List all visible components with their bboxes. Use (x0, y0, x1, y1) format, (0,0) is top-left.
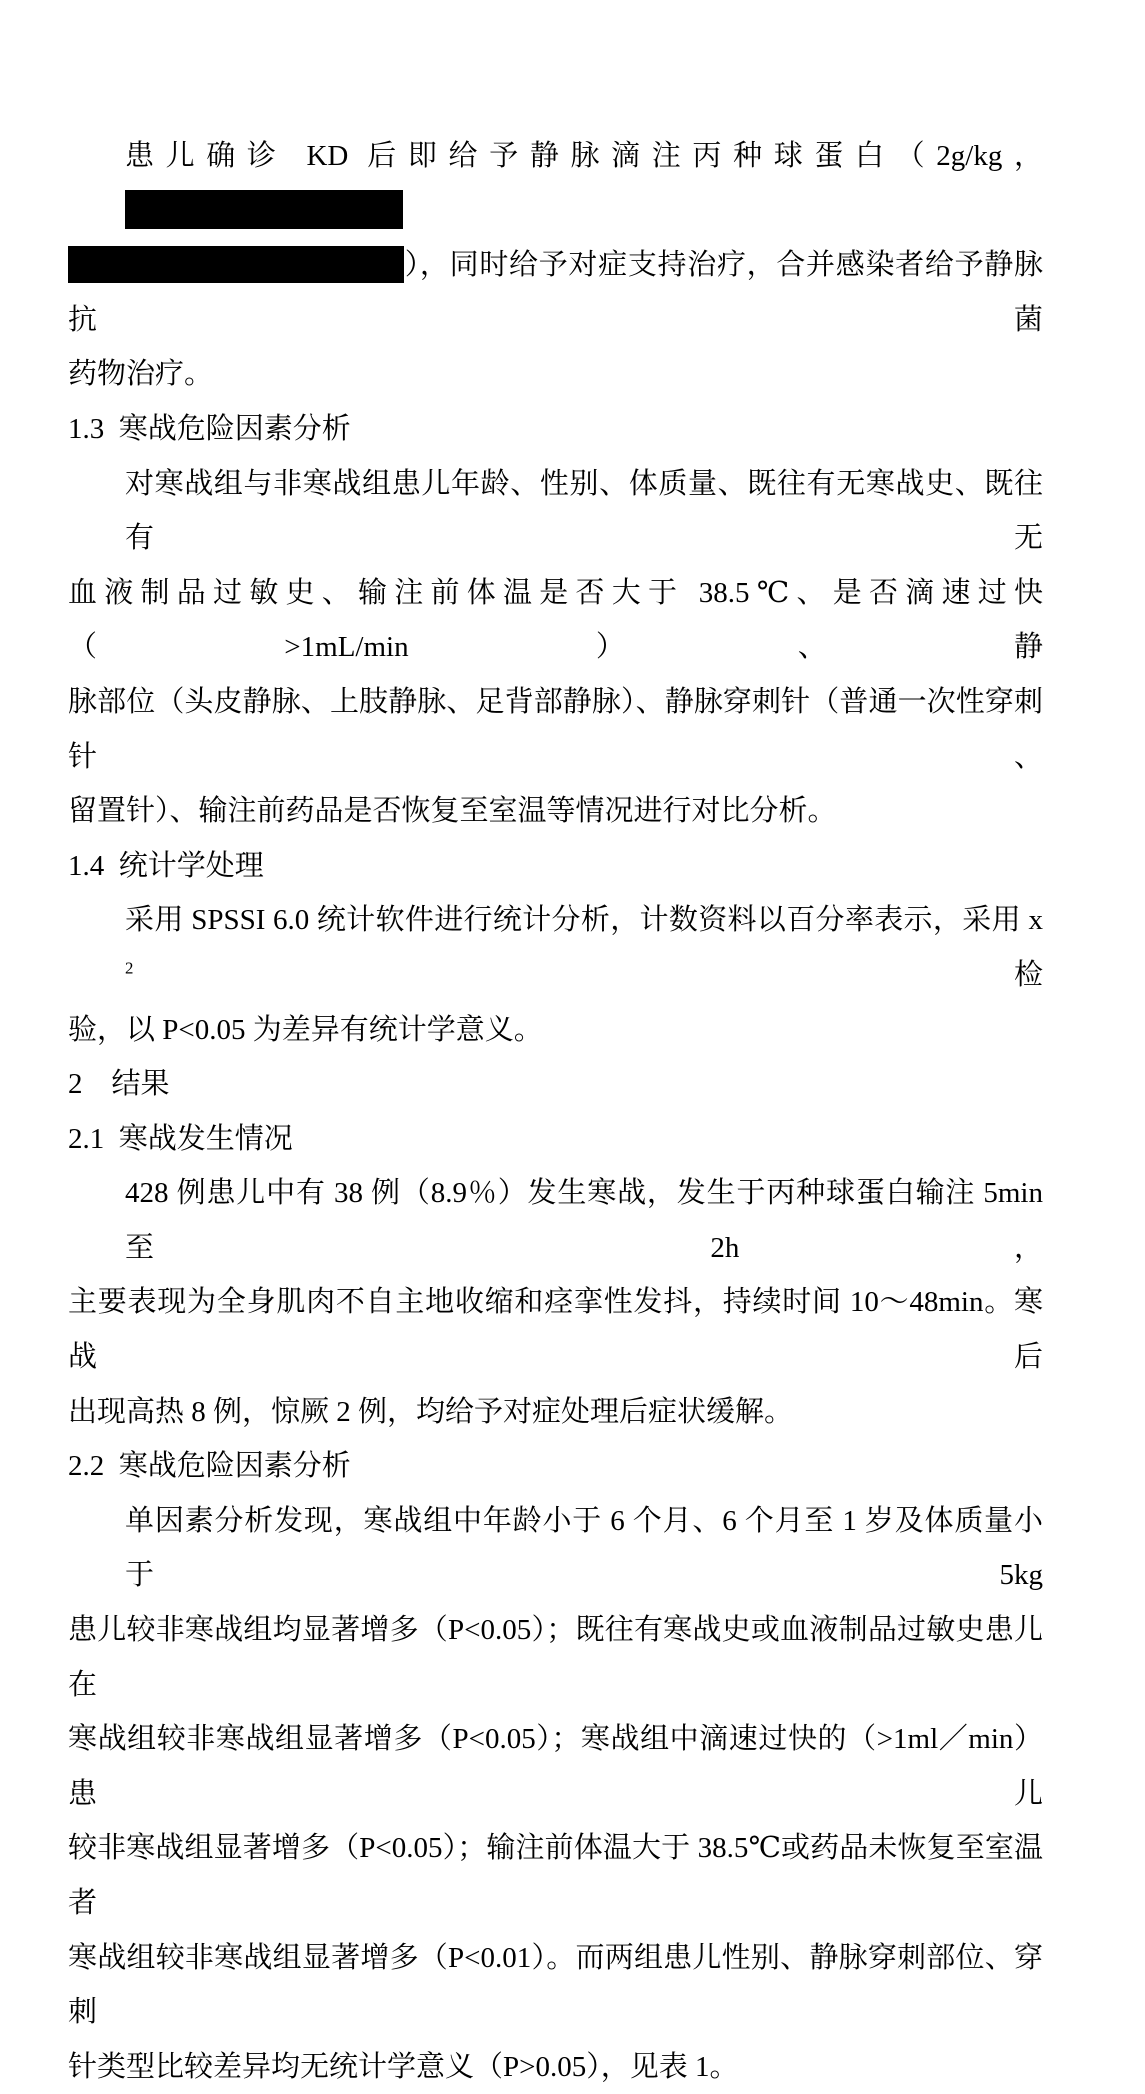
section-heading (68, 839, 1043, 894)
text-run: 出现高热 8 例，惊厥 2 例，均给予对症处理后症状缓解。 (68, 1395, 794, 1428)
text-line (68, 784, 1043, 839)
text-run: 留置针）、输注前药品是否恢复至室温等情况进行对比分析。 (68, 795, 837, 828)
text-run: 2.1 寒战发生情况 (68, 1122, 293, 1155)
text-line (68, 1275, 1043, 1384)
text-run: 采用 SPSSI 6.0 统计软件进行统计分析，计数资料以百分率表示，采用 x (125, 904, 1051, 937)
superscript-exponent: 2 (125, 958, 134, 978)
text-run: 寒战组较非寒战组显著增多（P<0.05）；寒战组中滴速过快的（>1ml／min）患儿 (68, 1723, 1043, 1810)
text-run: 2.2 寒战危险因素分析 (68, 1450, 351, 1483)
redaction-bar (125, 190, 403, 229)
text-run: 验，以 P<0.05 为差异有统计学意义。 (68, 1013, 543, 1046)
section-heading (68, 1439, 1043, 1494)
text-line (68, 1821, 1043, 1930)
section-heading (68, 402, 1043, 457)
text-line (68, 893, 1051, 1002)
text-run: 428 例患儿中有 38 例（8.9％）发生寒战，发生于丙种球蛋白输注 5min 至 2h， (125, 1177, 1051, 1264)
text-run: 药物治疗。 (68, 358, 214, 391)
text-run: ），同时给予对症支持治疗，合并感染者给予静脉抗菌 (68, 249, 1043, 336)
text-run: 针类型比较差异均无统计学意义（P>0.05），见表 1。 (68, 2050, 739, 2083)
text-run: 血液制品过敏史、输注前体温是否大于 38.5℃、是否滴速过快（>1mL/min）、静 (68, 576, 1043, 664)
section-heading (68, 1112, 1043, 1167)
text-line (68, 675, 1043, 784)
text-line (68, 1603, 1043, 1712)
text-run: 2 结果 (68, 1068, 170, 1101)
text-run: 寒战组较非寒战组显著增多（P<0.01）。而两组患儿性别、静脉穿刺部位、穿刺 (68, 1941, 1043, 2029)
text-run: 脉部位（头皮静脉、上肢静脉、足背部静脉）、静脉穿刺针（普通一次性穿刺针、 (68, 685, 1043, 773)
text-run: 单因素分析发现，寒战组中年龄小于 6 个月、6 个月至 1 岁及体质量小于 5kg (125, 1504, 1043, 1592)
text-line (68, 1003, 1043, 1058)
section-heading (68, 1057, 1043, 1112)
text-line (68, 566, 1043, 675)
text-line (68, 1385, 1043, 1440)
text-line (68, 1494, 1043, 1603)
text-run: 检 (133, 958, 1043, 991)
text-line (68, 1166, 1051, 1275)
text-line (68, 1712, 1043, 1821)
text-line (68, 238, 1043, 347)
text-run: 患儿较非寒战组均显著增多（P<0.05）；既往有寒战史或血液制品过敏史患儿在 (68, 1614, 1043, 1701)
text-line (68, 347, 1043, 402)
text-run: 1.4 统计学处理 (68, 849, 264, 882)
text-line (68, 1931, 1043, 2040)
text-line (68, 129, 1043, 238)
text-run: 主要表现为全身肌肉不自主地收缩和痉挛性发抖，持续时间 10～48min。寒战后 (68, 1286, 1043, 1374)
text-run: 对寒战组与非寒战组患儿年龄、性别、体质量、既往有无寒战史、既往有无 (125, 467, 1043, 555)
text-line (68, 2040, 1043, 2094)
text-run: 患儿确诊 KD 后即给予静脉滴注丙种球蛋白（2g/kg， (125, 140, 1043, 172)
text-run: 较非寒战组显著增多（P<0.05）；输注前体温大于 38.5℃或药品未恢复至室温者 (68, 1832, 1043, 1919)
text-run: 1.3 寒战危险因素分析 (68, 412, 351, 445)
redaction-bar (68, 246, 404, 283)
text-line (68, 457, 1043, 566)
document-content (68, 129, 1051, 2094)
